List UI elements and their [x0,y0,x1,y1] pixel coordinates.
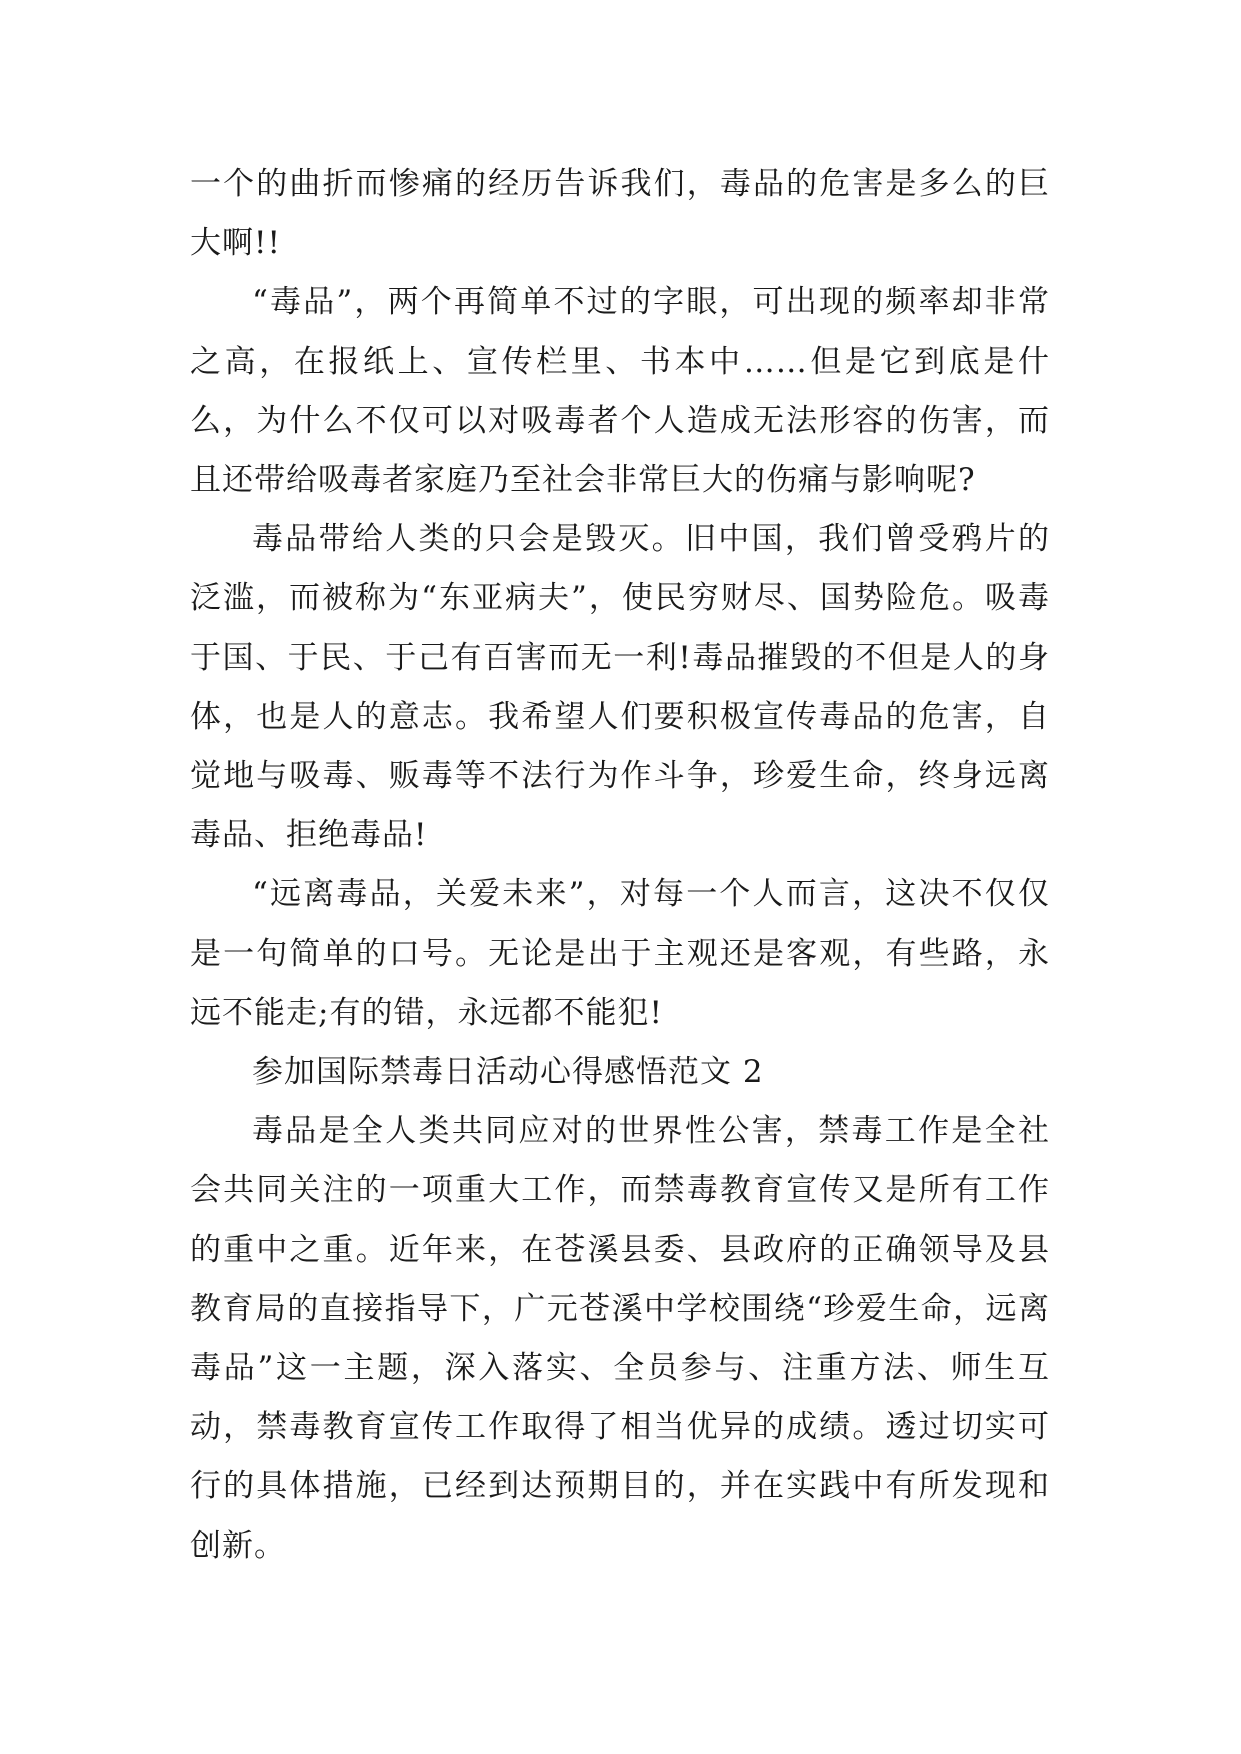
paragraph-drugs-destruction: 毒品带给人类的只会是毁灭。旧中国，我们曾受鸦片的泛滥，而被称为“东亚病夫”，使民穷财尽、国势险危。吸毒于国、于民、于己有百害而无一利!毒品摧毁的不但是人的身体，也是人的意志。我希望人们要积极宣传毒品的危害，自觉地与吸毒、贩毒等不法行为作斗争，珍爱生命，终身远离毒品、拒绝毒品! [190,521,1050,854]
document-body [190,155,1050,1576]
paragraph-slogan: “远离毒品，关爱未来”，对每一个人而言，这决不仅仅是一句简单的口号。无论是出于主观还是客观，有些路，永远不能走;有的错，永远都不能犯! [190,876,1050,1031]
paragraph-school-work: 毒品是全人类共同应对的世界性公害，禁毒工作是全社会共同关注的一项重大工作，而禁毒教育宣传又是所有工作的重中之重。近年来，在苍溪县委、县政府的正确领导及县教育局的直接指导下，广元苍溪中学校围绕“珍爱生命，远离毒品”这一主题，深入落实、全员参与、注重方法、师生互动，禁毒教育宣传工作取得了相当优异的成绩。透过切实可行的具体措施，已经到达预期目的，并在实践中有所发现和创新。 [190,1113,1050,1564]
paragraph-continuation: 一个的曲折而惨痛的经历告诉我们，毒品的危害是多么的巨大啊!! [190,166,1050,262]
section-title: 参加国际禁毒日活动心得感悟范文 2 [252,1054,764,1091]
paragraph-drugs-word: “毒品”，两个再简单不过的字眼，可出现的频率却非常之高，在报纸上、宣传栏里、书本中……但是它到底是什么，为什么不仅可以对吸毒者个人造成无法形容的伤害，而且还带给吸毒者家庭乃至社会非常巨大的伤痛与影响呢? [190,284,1050,499]
